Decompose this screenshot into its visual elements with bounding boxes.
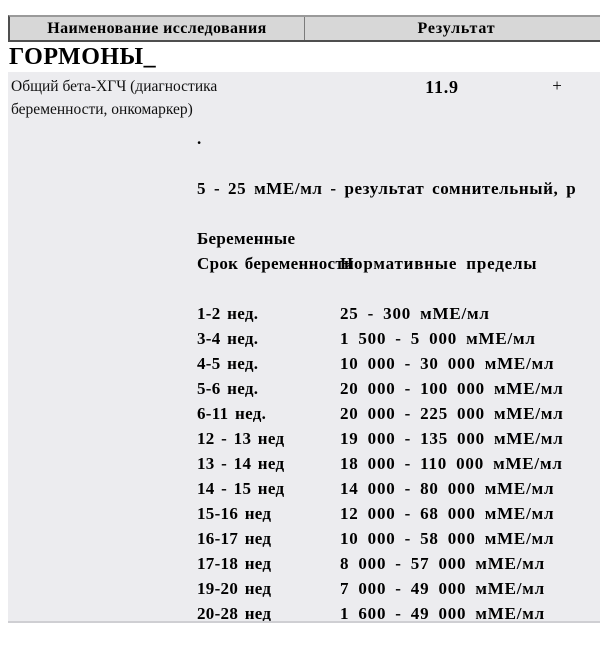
range-value: 1 500 - 5 000 мМЕ/мл bbox=[340, 329, 536, 348]
reference-row bbox=[197, 526, 600, 551]
weeks-column-header: Срок беременности bbox=[197, 254, 355, 273]
reference-rows bbox=[197, 301, 600, 623]
range-value: 20 000 - 100 000 мМЕ/мл bbox=[340, 379, 564, 398]
pregnant-title: Беременные bbox=[197, 229, 296, 248]
weeks-label: 1-2 нед. bbox=[197, 304, 259, 323]
weeks-label: 14 - 15 нед bbox=[197, 479, 285, 498]
test-result-block bbox=[8, 72, 600, 623]
range-value: 12 000 - 68 000 мМЕ/мл bbox=[340, 504, 555, 523]
blank-line bbox=[197, 151, 600, 176]
reference-comment-block bbox=[197, 126, 600, 623]
range-value: 10 000 - 58 000 мМЕ/мл bbox=[340, 529, 555, 548]
range-value: 1 600 - 49 000 мМЕ/мл bbox=[340, 604, 546, 623]
reference-row bbox=[197, 301, 600, 326]
reference-row bbox=[197, 601, 600, 623]
range-value: 7 000 - 49 000 мМЕ/мл bbox=[340, 579, 546, 598]
column-header-result: Результат bbox=[417, 19, 496, 37]
range-value: 8 000 - 57 000 мМЕ/мл bbox=[340, 554, 546, 573]
weeks-label: 3-4 нед. bbox=[197, 329, 259, 348]
weeks-label: 15-16 нед bbox=[197, 504, 272, 523]
reference-row bbox=[197, 351, 600, 376]
weeks-label: 4-5 нед. bbox=[197, 354, 259, 373]
range-value: 20 000 - 225 000 мМЕ/мл bbox=[340, 404, 564, 423]
reference-table-header bbox=[197, 251, 600, 276]
results-table-header bbox=[8, 15, 600, 42]
weeks-label: 19-20 нед bbox=[197, 579, 272, 598]
test-name-line1: Общий бета-ХГЧ (диагностика bbox=[11, 78, 218, 95]
weeks-label: 17-18 нед bbox=[197, 554, 272, 573]
test-name bbox=[11, 75, 341, 121]
weeks-label: 13 - 14 нед bbox=[197, 454, 285, 473]
reference-row bbox=[197, 426, 600, 451]
range-value: 25 - 300 мМЕ/мл bbox=[340, 304, 490, 323]
weeks-label: 12 - 13 нед bbox=[197, 429, 285, 448]
test-result-flag: + bbox=[552, 76, 562, 95]
comment-dot: . bbox=[197, 129, 202, 148]
threshold-note: 5 - 25 мМЕ/мл - результат сомнительный, р bbox=[197, 179, 577, 198]
reference-row bbox=[197, 576, 600, 601]
range-value: 14 000 - 80 000 мМЕ/мл bbox=[340, 479, 555, 498]
blank-line bbox=[197, 201, 600, 226]
column-header-study-name: Наименование исследования bbox=[10, 17, 305, 40]
reference-row bbox=[197, 326, 600, 351]
reference-row bbox=[197, 451, 600, 476]
reference-row bbox=[197, 501, 600, 526]
range-value: 19 000 - 135 000 мМЕ/мл bbox=[340, 429, 564, 448]
reference-row bbox=[197, 476, 600, 501]
weeks-label: 20-28 нед bbox=[197, 604, 272, 623]
reference-row bbox=[197, 376, 600, 401]
weeks-label: 5-6 нед. bbox=[197, 379, 259, 398]
range-value: 10 000 - 30 000 мМЕ/мл bbox=[340, 354, 555, 373]
limits-column-header: Нормативные пределы bbox=[340, 254, 538, 273]
reference-row bbox=[197, 401, 600, 426]
reference-row bbox=[197, 551, 600, 576]
weeks-label: 6-11 нед. bbox=[197, 404, 267, 423]
section-title-hormones: ГОРМОНЫ_ bbox=[9, 44, 157, 70]
test-name-line2: беременности, онкомаркер) bbox=[11, 101, 193, 118]
test-result-value: 11.9 bbox=[425, 77, 459, 97]
blank-line bbox=[197, 276, 600, 301]
weeks-label: 16-17 нед bbox=[197, 529, 272, 548]
range-value: 18 000 - 110 000 мМЕ/мл bbox=[340, 454, 563, 473]
